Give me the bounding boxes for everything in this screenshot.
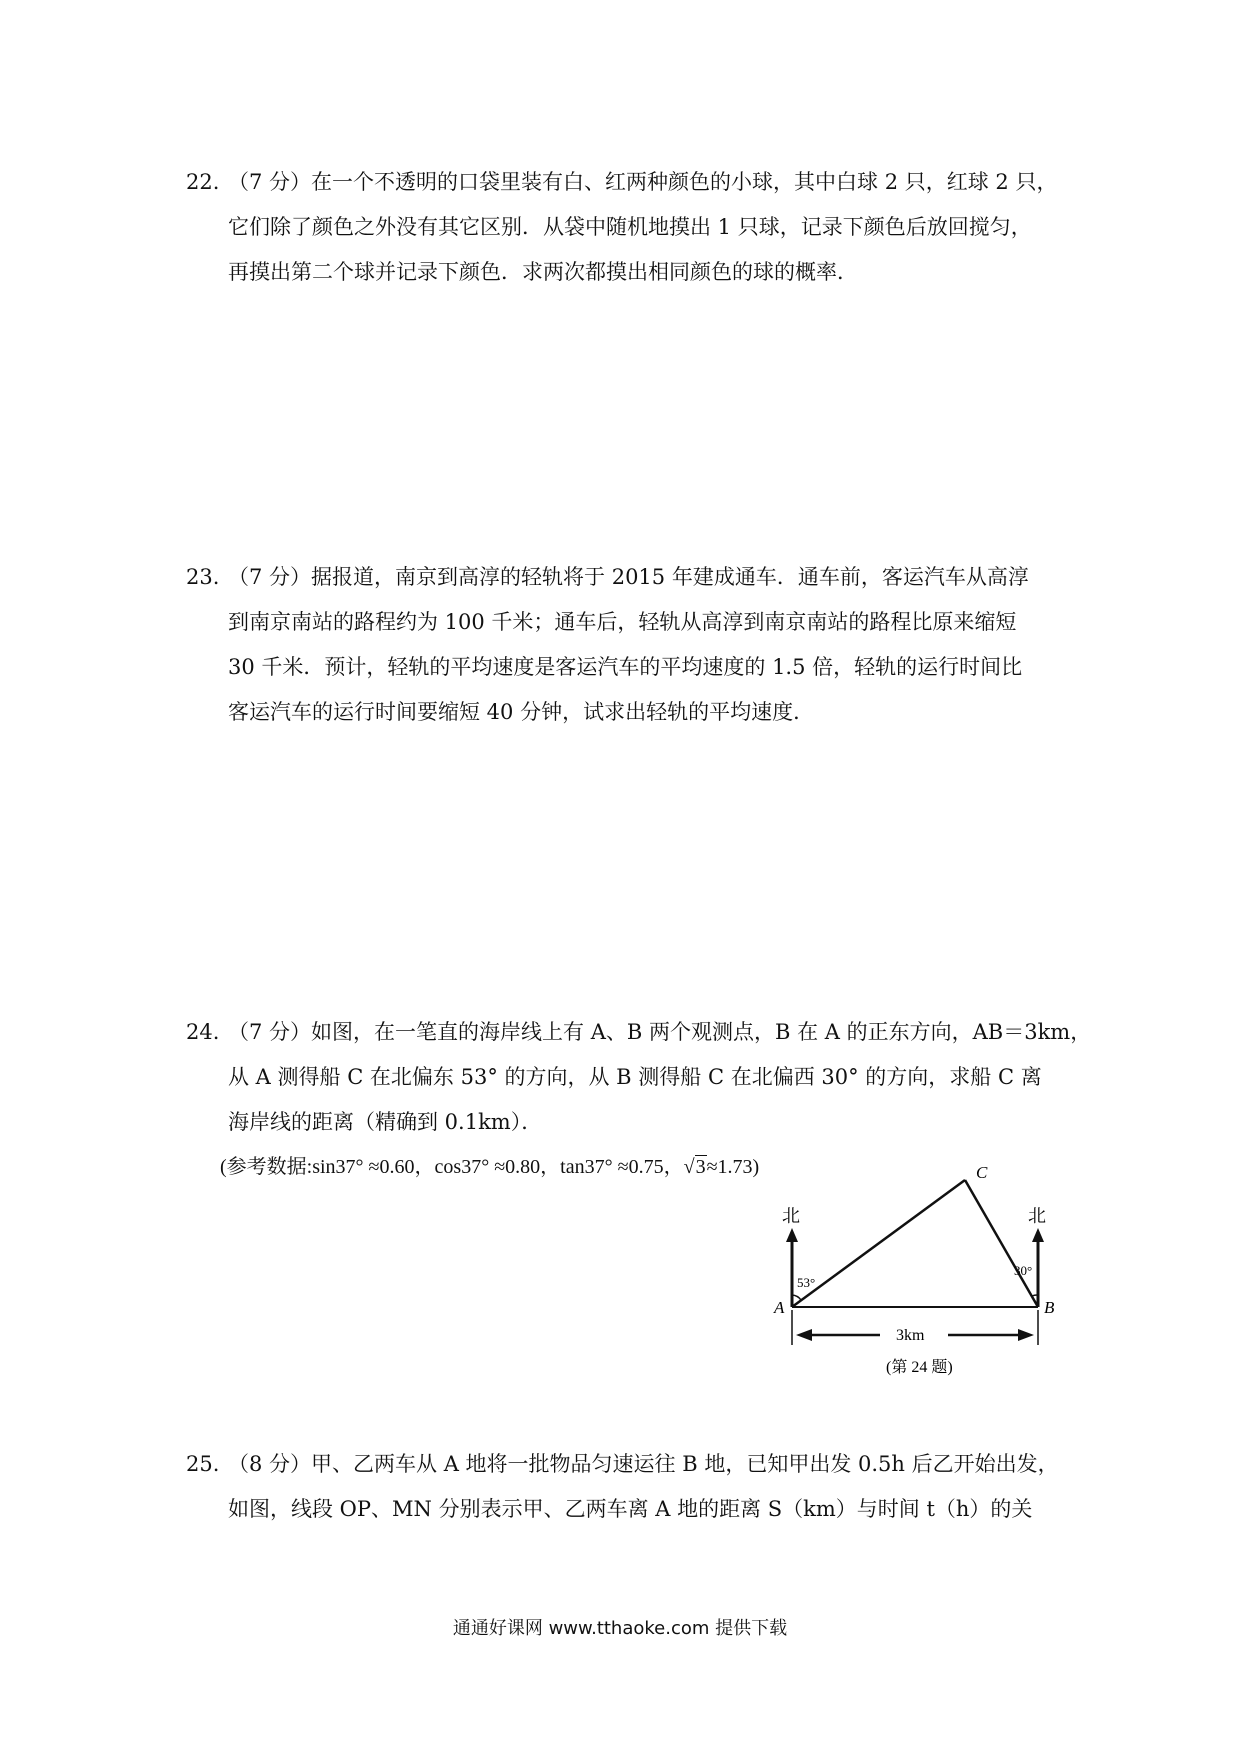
label-north-left: 北	[782, 1206, 800, 1226]
question-22-line-1: 22. （7 分）在一个不透明的口袋里装有白、红两种颜色的小球，其中白球 2 只，红球 2 只，	[186, 160, 1086, 205]
question-22	[186, 160, 1086, 295]
reference-data: (参考数据:sin37° ≈0.60，cos37° ≈0.80，tan37° ≈0.75，√3≈1.73)	[220, 1156, 760, 1178]
question-number: 25.	[186, 1452, 220, 1476]
question-23-line-1: 23. （7 分）据报道，南京到高淳的轻轨将于 2015 年建成通车．通车前，客运汽车从高淳	[186, 555, 1086, 600]
dimension-arrowhead-left	[796, 1329, 812, 1341]
question-24-line-2: 从 A 测得船 C 在北偏东 53° 的方向，从 B 测得船 C 在北偏西 30° 的方向，求船 C 离	[228, 1065, 1042, 1089]
question-23-line-2: 到南京南站的路程约为 100 千米；通车后，轻轨从高淳到南京南站的路程比原来缩短	[228, 610, 1017, 634]
sqrt-radicand: 3	[695, 1156, 706, 1178]
label-angle-a: 53°	[797, 1275, 816, 1290]
figure-24	[760, 1150, 1080, 1384]
question-22-line-3: 再摸出第二个球并记录下颜色．求两次都摸出相同颜色的球的概率．	[228, 260, 858, 284]
question-number: 23.	[186, 565, 220, 589]
question-24-line-3: 海岸线的距离（精确到 0.1km）．	[228, 1110, 543, 1134]
question-23-line-4: 客运汽车的运行时间要缩短 40 分钟，试求出轻轨的平均速度．	[228, 700, 815, 724]
north-arrowhead-b	[1032, 1228, 1044, 1242]
question-24-line-1: 24. （7 分）如图，在一笔直的海岸线上有 A、B 两个观测点，B 在 A 的正东方向，AB＝3km，	[186, 1010, 1086, 1055]
label-north-right: 北	[1028, 1206, 1046, 1226]
dimension-arrowhead-right	[1018, 1329, 1034, 1341]
label-distance: 3km	[896, 1327, 925, 1344]
question-23-line-3: 30 千米．预计，轻轨的平均速度是客运汽车的平均速度的 1.5 倍，轻轨的运行时间比	[228, 655, 1023, 679]
line-bc	[965, 1180, 1038, 1307]
triangle-diagram	[760, 1150, 1080, 1380]
label-c: C	[976, 1163, 988, 1182]
question-25-line-1: 25. （8 分）甲、乙两车从 A 地将一批物品匀速运往 B 地，已知甲出发 0.5h 后乙开始出发，	[186, 1442, 1086, 1487]
question-25-line-2: 如图，线段 OP、MN 分别表示甲、乙两车离 A 地的距离 S（km）与时间 t（h）的关	[228, 1497, 1033, 1521]
question-23	[186, 555, 1086, 735]
question-number: 24.	[186, 1020, 220, 1044]
question-22-line-2: 它们除了颜色之外没有其它区别．从袋中随机地摸出 1 只球，记录下颜色后放回搅匀，	[228, 215, 1032, 239]
question-25	[186, 1442, 1086, 1532]
page-footer: 通通好课网 www.tthaoke.com 提供下载	[452, 1618, 788, 1639]
sqrt-symbol: √3	[683, 1156, 706, 1178]
label-a: A	[774, 1298, 785, 1317]
label-angle-b: 30°	[1014, 1263, 1033, 1278]
line-ac	[792, 1180, 965, 1307]
question-24	[186, 1010, 1092, 1145]
label-b: B	[1044, 1298, 1055, 1317]
question-number: 22.	[186, 170, 220, 194]
north-arrowhead-a	[786, 1228, 798, 1242]
figure-caption: (第 24 题)	[886, 1359, 953, 1376]
